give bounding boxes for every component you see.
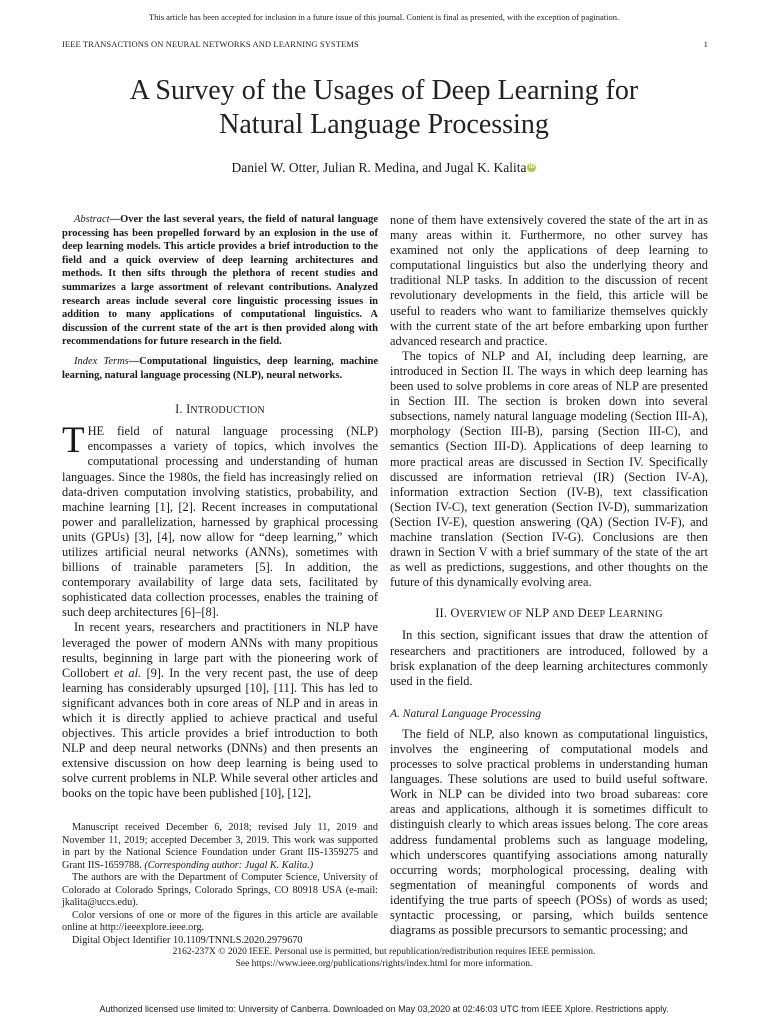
- section-heading-overview: [390, 606, 708, 622]
- section-title-caps: NTRODUCTION: [190, 405, 265, 417]
- footnote-manuscript: [62, 822, 378, 872]
- paper-title: [62, 74, 706, 142]
- section-heading-introduction: [62, 402, 378, 418]
- title-line-2: Natural Language Processing: [219, 109, 549, 140]
- sec2-cap4: EARNING: [616, 609, 663, 621]
- sec2-d: D: [574, 606, 587, 621]
- page-number: 1: [703, 39, 708, 49]
- sec2-cap1: VERVIEW OF: [459, 609, 523, 621]
- copyright-line-2: See https://www.ieee.org/publications/rights/index.html for more information.: [235, 959, 533, 969]
- footnote-manuscript-text: Manuscript received December 6, 2018; revised July 11, 2019 and November 11, 2019; accepted December 3, 2019. This work was supported in part by the National Science Foundation under Grant IIS-1359275 and Grant IIS-1659788.: [62, 822, 378, 871]
- sec2-l: L: [605, 606, 617, 621]
- subsection-heading-nlp: A. Natural Language Processing: [390, 707, 541, 720]
- intro-paragraph-2: [62, 620, 378, 801]
- orcid-icon[interactable]: iD: [528, 164, 535, 170]
- title-line-1: A Survey of the Usages of Deep Learning for: [129, 75, 639, 106]
- authorized-use-notice: Authorized licensed use limited to: University of Canberra. Downloaded on May 03,2020 at 02:46:03 UTC from IEEE Xplore. Restrictions apply.: [99, 1004, 669, 1014]
- right-paragraph-1: none of them have extensively covered the state of the art in as many areas within it. Furthermore, no other survey has examined not only the applications of deep learning to computational linguistics but also the underlying theory and traditional NLP tasks. In addition to the discussion of recent revolutionary developments in the field, this article will be useful to readers who want to familiarize themselves quickly with the current state of the art before embarking upon further advanced research and practice.: [390, 213, 708, 348]
- authors-text: Daniel W. Otter, Julian R. Medina, and Jugal K. Kalita: [231, 160, 527, 175]
- left-column: [62, 213, 378, 802]
- drop-cap: T: [62, 420, 85, 462]
- abstract-dash: —: [109, 214, 121, 225]
- index-terms-label: Index Terms: [74, 355, 129, 367]
- footnotes: [62, 822, 378, 947]
- right-column: [390, 213, 708, 938]
- footnote-corresponding: (Corresponding author: Jugal K. Kalita.): [144, 859, 314, 871]
- index-terms: [62, 355, 378, 382]
- acceptance-notice: This article has been accepted for inclusion in a future issue of this journal. Content is final as presented, with the exception of pagination.: [148, 12, 620, 22]
- intro-p2-b: [9]. In the very recent past, the use of deep learning has considerably upsurged [10], [11]. This has led to significant advances both in core areas of NLP and in areas in which it is directly applied to achieve practical and useful objectives. This article provides a brief introduction to both NLP and deep neural networks (DNNs) and then presents an extensive discussion on how deep learning is being used to solve current problems in NLP. While several other articles and books on the topic have been published [10], [12],: [62, 665, 378, 801]
- index-terms-text: Computational linguistics, deep learning, machine learning, natural language processing (NLP), neural networks.: [62, 355, 378, 381]
- abstract-text: Over the last several years, the field of natural language processing has been propelled forward by an explosion in the use of deep learning models. This article provides a brief introduction to the field and a quick overview of deep learning architectures and methods. It then sifts through the plethora of recent studies and summarizes a large assortment of relevant contributions. Analyzed research areas include several core linguistic processing issues in addition to many applications of computational linguistics. A discussion of the current state of the art is then provided along with recommendations for future research in the field.: [62, 214, 378, 348]
- sec2-cap3: EEP: [586, 609, 606, 621]
- right-paragraph-2: The topics of NLP and AI, including deep learning, are introduced in Section II. The ways in which deep learning has been used to solve problems in core areas of NLP are presented in Section III. The section is broken down into several subsections, namely natural language modeling (Section III-A), morphology (Section III-B), parsing (Section III-C), and semantics (Section III-D). Applications of deep learning to more practical areas are discussed in Section IV. Specifically discussed are information retrieval (IR) (Section IV-A), information extraction Section (IV-B), text classification (Section IV-C), text generation (Section IV-D), summarization (Section IV-E), question answering (QA) (Section IV-F), and machine translation (Section IV-G). Conclusions are then drawn in Section V with a brief summary of the state of the art as well as predictions, suggestions, and other thoughts on the future of this dynamically evolving area.: [390, 348, 708, 590]
- copyright-line-1: 2162-237X © 2020 IEEE. Personal use is permitted, but republication/redistribution requires IEEE permission.: [172, 947, 596, 957]
- sec2-cap2: AND: [552, 609, 575, 621]
- footnote-doi: Digital Object Identifier 10.1109/TNNLS.2020.2979670: [72, 934, 303, 946]
- journal-name: IEEE TRANSACTIONS ON NEURAL NETWORKS AND LEARNING SYSTEMS: [62, 39, 359, 49]
- intro-paragraph-1: [62, 420, 378, 620]
- abstract: [62, 213, 378, 349]
- footnote-affiliation: The authors are with the Department of Computer Science, University of Colorado at Colorado Springs, Colorado Springs, CO 80918 USA (e-mail: jkalita@uccs.edu).: [62, 872, 378, 908]
- intro-p2-etal: et al.: [114, 665, 142, 680]
- copyright-notice: [62, 946, 706, 970]
- index-terms-dash: —: [128, 355, 140, 367]
- section2-paragraph-1: In this section, significant issues that draw the attention of researchers and practitioners are introduced, followed by a brisk explanation of the deep learning architectures commonly used in the field.: [390, 628, 708, 688]
- section-number: I. I: [175, 402, 191, 417]
- intro-paragraph-1-text: HE field of natural language processing (NLP) encompasses a variety of topics, which involves the computational processing and understanding of human languages. Since the 1980s, the field has increasingly relied on data-driven computation involving statistics, probability, and machine learning [1], [2]. Recent increases in computational power and parallelization, harnessed by graphical processing units (GPUs) [3], [4], now allow for “deep learning,” which utilizes artificial neural networks (ANNs), sometimes with billions of trainable parameters [5]. In addition, the contemporary availability of large data sets, facilitated by sophisticated data collection processes, enables the training of such deep architectures [6]–[8].: [62, 424, 378, 620]
- footnote-color: Color versions of one or more of the figures in this article are available online at http://ieeexplore.ieee.org.: [62, 909, 378, 933]
- author-list: [62, 160, 706, 176]
- sec2-mid: NLP: [522, 606, 553, 621]
- abstract-label: Abstract: [74, 214, 110, 225]
- sec2-num: II. O: [435, 606, 460, 621]
- subsection-a-paragraph-1: The field of NLP, also known as computational linguistics, involves the engineering of computational models and processes to solve practical problems in understanding human languages. These solutions are used to build useful software. Work in NLP can be divided into two broad subareas: core areas and applications, although it is sometimes difficult to distinguish clearly to which areas issues belong. The core areas address fundamental problems such as language modeling, which underscores quantifying associations among naturally occurring words; morphological processing, dealing with segmentation of meaningful components of words and identifying the true parts of speech (POSs) of words as used; syntactic processing, or parsing, which builds sentence diagrams as possible precursors to semantic processing; and: [390, 726, 708, 938]
- running-head: [62, 39, 708, 49]
- intro-p2-a: In recent years, researchers and practitioners in NLP have leveraged the power of modern ANNs with many propitious results, beginning in large part with the pioneering work of Collobert: [62, 620, 378, 680]
